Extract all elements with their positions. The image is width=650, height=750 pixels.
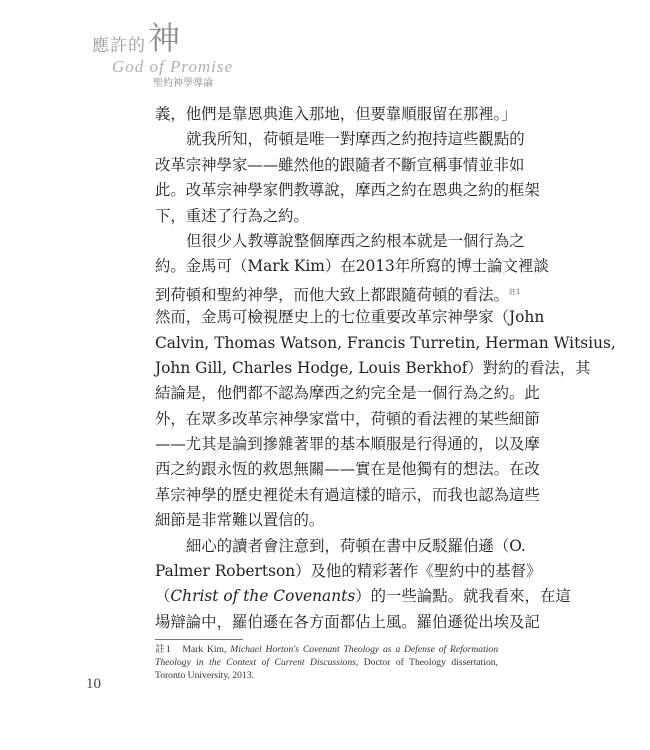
paren: （	[155, 587, 171, 606]
footnote-marker: 註1	[509, 287, 521, 296]
text-line: 義，他們是靠恩典進入那地，但要靠順服留在那裡。」	[155, 105, 517, 123]
text-line: 結論是，他們都不認為摩西之約完全是一個行為之約。此	[155, 384, 540, 403]
running-header-subtitle: 聖約神學導論	[153, 78, 213, 89]
text-line: 西之約跟永恆的救恩無關——實在是他獨有的想法。在改	[155, 460, 540, 479]
text-line: 外，在眾多改革宗神學家當中，荷頓的看法裡的某些細節	[155, 409, 540, 428]
page-number: 10	[86, 676, 101, 692]
running-header-english-title: God of Promise	[112, 57, 234, 76]
text-line: 場辯論中，羅伯遜在各方面都佔上風。羅伯遜從出埃及記	[155, 612, 540, 631]
text-line	[155, 584, 571, 609]
text-line: 革宗神學的歷史裡從未有過這樣的暗示，而我也認為這些	[155, 485, 540, 504]
text-line-rest: 的一些論點。就我看來，在這	[370, 587, 571, 606]
running-header-title: 應許的	[92, 36, 146, 56]
running-header-title-large: 神	[148, 19, 181, 57]
footnote-degree: , Doctor of Theology dissertation,	[355, 657, 498, 668]
running-header	[92, 20, 180, 56]
text-line: 就我所知，荷頓是唯一對摩西之約抱持這些觀點的	[186, 130, 525, 149]
text-line	[155, 280, 521, 305]
text-line: 細心的讀者會注意到，荷頓在書中反駁羅伯遜（O.	[186, 536, 526, 555]
text-line: John Gill, Charles Hodge, Louis Berkhof）對約的看法，其	[155, 358, 591, 377]
footnote-author: Mark Kim,	[182, 644, 231, 655]
text-line: 約。金馬可（Mark Kim）在2013年所寫的博士論文裡談	[155, 257, 549, 276]
text-line: 此。改革宗神學家們教導說，摩西之約在恩典之約的框架	[155, 181, 540, 200]
text-line: 然而，金馬可檢視歷史上的七位重要改革宗神學家（John	[155, 308, 545, 327]
footnote-publisher: Toronto University, 2013.	[155, 670, 254, 681]
footnote-title: Michael Horton's Covenant Theology as a Defense of Reformation	[230, 644, 498, 655]
text-line: 但很少人教導說整個摩西之約根本就是一個行為之	[186, 231, 525, 250]
text-line: Calvin, Thomas Watson, Francis Turretin, Herman Witsius,	[155, 333, 616, 352]
text-line: Palmer Robertson）及他的精彩著作《聖約中的基督》	[155, 562, 542, 581]
text-line: 改革宗神學家——雖然他的跟隨者不斷宣稱事情並非如	[155, 155, 525, 174]
text-line: 到荷頓和聖約神學，而他大致上都跟隨荷頓的看法。	[155, 285, 509, 304]
text-line: ——尤其是論到摻雜著罪的基本順服是行得通的，以及摩	[155, 435, 540, 454]
footnote-label: 註1	[155, 644, 171, 655]
book-title-english: Christ of the Covenants	[170, 587, 356, 606]
text-line: 下，重述了行為之約。	[155, 206, 309, 225]
text-line: 細節是非常難以置信的。	[155, 511, 325, 530]
footnote	[155, 643, 498, 682]
paren: ）	[355, 587, 371, 606]
footnote-divider	[155, 639, 243, 640]
footnote-title-cont: Theology in the Context of Current Discussions	[155, 657, 356, 668]
body-text	[155, 102, 616, 635]
